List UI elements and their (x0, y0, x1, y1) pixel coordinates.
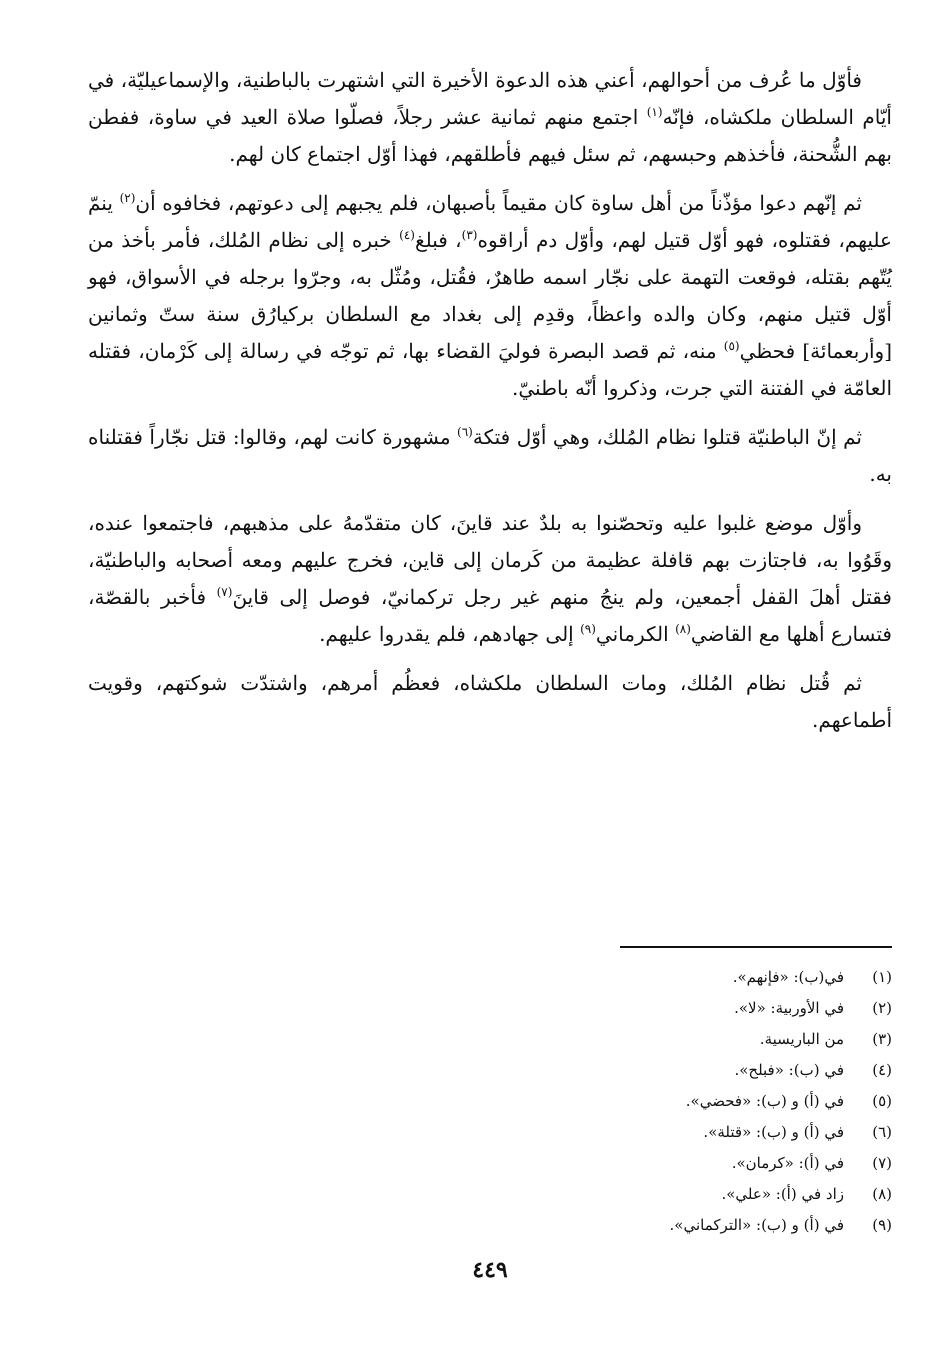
footnote-text: في (أ): «كرمان». (731, 1154, 844, 1172)
footnote-item (88, 1210, 892, 1241)
footnote-item (88, 1024, 892, 1055)
footnote-number: (١) (872, 968, 892, 986)
footnote-item (88, 1055, 892, 1086)
footnote-ref: (١) (646, 105, 663, 119)
footnote-text: في (أ) و (ب): «التركماني». (669, 1216, 844, 1234)
footnote-text: من الباريسية. (759, 1030, 844, 1048)
footnote-item (88, 1117, 892, 1148)
footnote-ref: (٨) (675, 622, 691, 636)
text-segment: ثم قُتل نظام المُلك، ومات السلطان ملكشاه، فعظُم أمرهم، واشتدّت شوكتهم، وقويت أطماعهم. (88, 671, 892, 732)
footnote-divider (620, 946, 892, 948)
footnote-number: (٢) (872, 999, 892, 1017)
footnote-item (88, 1148, 892, 1179)
footnote-ref: (٤) (399, 228, 415, 242)
paragraph-qayin (88, 505, 892, 653)
footnote-ref: (٩) (580, 622, 596, 636)
footnote-ref: (٦) (457, 425, 473, 439)
footnotes-list (88, 962, 892, 1241)
text-segment: ينمّ عليهم، فقتلوه، فهو أوّل قتيل لهم، وأوّل دم أراقوه (88, 191, 892, 252)
paragraph-first-killing (88, 185, 892, 407)
footnote-number: (٤) (872, 1061, 892, 1079)
text-segment: ثم إنّ الباطنيّة قتلوا نظام المُلك، وهي أوّل فتكة (472, 425, 862, 449)
text-segment: إلى جهادهم، فلم يقدروا عليهم. (319, 622, 581, 646)
footnote-ref: (٢) (119, 191, 136, 205)
footnote-number: (٨) (872, 1185, 892, 1203)
footnote-number: (٩) (872, 1216, 892, 1234)
footnote-item (88, 962, 892, 993)
text-segment: ثم إنّهم دعوا مؤذّناً من أهل ساوة كان مقيماً بأصبهان، فلم يجبهم إلى دعوتهم، فخافوه أن (135, 191, 862, 215)
footnote-number: (٦) (872, 1123, 892, 1141)
text-segment: فأخبر بالقصّة، فتسارع أهلها مع القاضي (88, 585, 892, 646)
text-segment: مشهورة كانت لهم، وقالوا: قتل نجّاراً فقتلناه به. (88, 425, 892, 486)
footnote-ref: (٣) (461, 228, 478, 242)
paragraph-first-gathering (88, 62, 892, 173)
paragraph-malikshah-death (88, 665, 892, 739)
text-segment: منه، ثم قصد البصرة فوليَ القضاء بها، ثم توجّه في رسالة إلى كَرْمان، فقتله العامّة في الفتنة التي جرت، وذكروا أنّه باطنيّ. (88, 339, 892, 400)
footnote-number: (٥) (872, 1092, 892, 1110)
footnote-text: في (ب): «فبلح». (734, 1061, 844, 1079)
main-text (88, 62, 892, 739)
text-segment: خبره إلى نظام المُلك، فأمر بأخذ من يُتّهم بقتله، فوقعت التهمة على نجّار اسمه طاهرٌ، فقُتل، ومُثّل به، وجرّوا برجله في الأسواق، فهو أوّل قتيل منهم، وكان والده واعظاً، وقدِم إلى بغداد مع السلطان بركيارُق سنة ستّ وثمانين [وأربعمائة] فحظي (88, 228, 893, 363)
footnote-text: في الأوربية: «لا». (734, 999, 844, 1017)
footnote-ref: (٧) (216, 585, 233, 599)
footnote-number: (٣) (872, 1030, 892, 1048)
footnote-text: زاد في (أ): «علي». (721, 1185, 844, 1203)
footnote-item (88, 993, 892, 1024)
text-segment: فأوّل ما عُرف من أحوالهم، أعني هذه الدعوة الأخيرة التي اشتهرت بالباطنية، والإسماعيليّة، في أيّام السلطان ملكشاه، فإنّه (88, 68, 892, 129)
footnote-text: في (أ) و (ب): «قتلة». (703, 1123, 844, 1141)
footnote-item (88, 1179, 892, 1210)
footnote-ref: (٥) (723, 339, 740, 353)
text-segment: ، فبلغ (414, 228, 462, 252)
text-segment: الكرماني (595, 622, 676, 646)
paragraph-nizam-al-mulk (88, 419, 892, 493)
text-segment: وأوّل موضع غلبوا عليه وتحصّنوا به بلدٌ عند قاينَ، كان متقدّمهُ على مذهبهم، فاجتمعوا عنده، وقَوُوا به، فاجتازت بهم قافلة عظيمة من كَرمان إلى قاين، فخرج عليهم ومعه أصحابه والباطنيّة، فقتل أهلَ القفل أجمعين، ولم ينجُ منهم غير رجل تركمانيّ، فوصل إلى قاينَ (88, 511, 892, 609)
text-segment: اجتمع منهم ثمانية عشر رجلاً، فصلّوا صلاة العيد في ساوة، ففطن بهم الشُّحنة، فأخذهم وحبسهم، ثم سئل فيهم فأطلقهم، فهذا أوّل اجتماع كان لهم. (88, 105, 892, 166)
footnote-text: في(ب): «فإنهم». (732, 968, 844, 986)
book-page (88, 62, 892, 1365)
page-number: ٤٤٩ (472, 1257, 508, 1283)
footnote-text: في (أ) و (ب): «فحضي». (685, 1092, 844, 1110)
footnote-item (88, 1086, 892, 1117)
footnote-number: (٧) (872, 1154, 892, 1172)
